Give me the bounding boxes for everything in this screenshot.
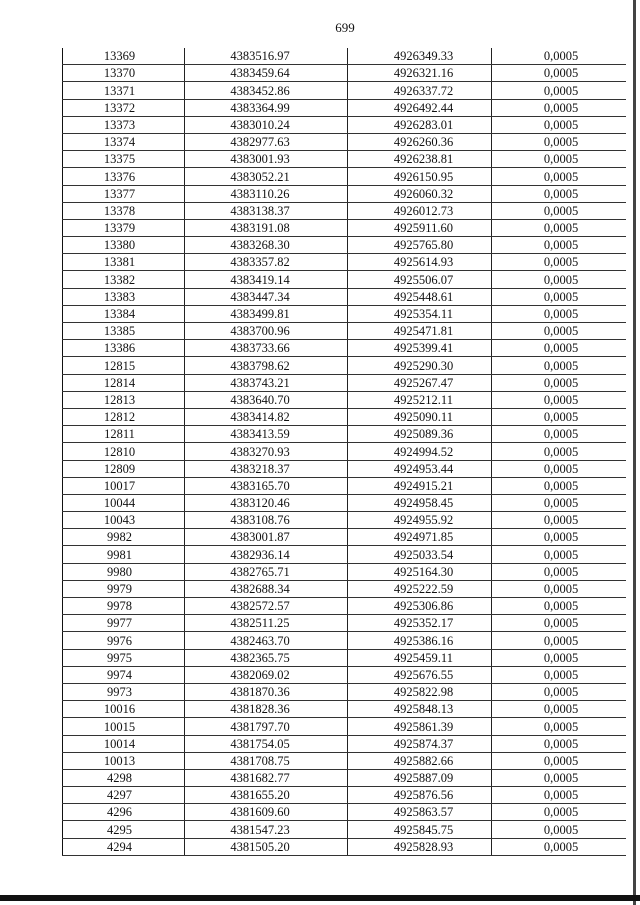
- x-coordinate-cell: 4383364.99: [185, 99, 348, 116]
- y-coordinate-cell: 4925506.07: [348, 271, 492, 288]
- table-row: [63, 718, 627, 735]
- table-row: [63, 752, 627, 769]
- error-value-cell: 0,0005: [492, 666, 627, 683]
- error-value-cell: 0,0005: [492, 546, 627, 563]
- x-coordinate-cell: 4383452.86: [185, 82, 348, 99]
- x-coordinate-cell: 4383165.70: [185, 477, 348, 494]
- x-coordinate-cell: 4383516.97: [185, 48, 348, 65]
- x-coordinate-cell: 4383459.64: [185, 65, 348, 82]
- point-number-cell: 13371: [63, 82, 185, 99]
- point-number-cell: 13385: [63, 323, 185, 340]
- point-number-cell: 10016: [63, 701, 185, 718]
- table-row: [63, 598, 627, 615]
- table-row: [63, 838, 627, 855]
- y-coordinate-cell: 4925861.39: [348, 718, 492, 735]
- table-row: [63, 99, 627, 116]
- x-coordinate-cell: 4381708.75: [185, 752, 348, 769]
- y-coordinate-cell: 4926012.73: [348, 202, 492, 219]
- y-coordinate-cell: 4926337.72: [348, 82, 492, 99]
- x-coordinate-cell: 4383110.26: [185, 185, 348, 202]
- y-coordinate-cell: 4925676.55: [348, 666, 492, 683]
- y-coordinate-cell: 4925882.66: [348, 752, 492, 769]
- table-row: [63, 237, 627, 254]
- x-coordinate-cell: 4383798.62: [185, 357, 348, 374]
- x-coordinate-cell: 4383108.76: [185, 512, 348, 529]
- point-number-cell: 13376: [63, 168, 185, 185]
- table-row: [63, 202, 627, 219]
- table-row: [63, 391, 627, 408]
- table-row: [63, 254, 627, 271]
- x-coordinate-cell: 4383001.87: [185, 529, 348, 546]
- y-coordinate-cell: 4926238.81: [348, 151, 492, 168]
- table-row: [63, 65, 627, 82]
- y-coordinate-cell: 4925828.93: [348, 838, 492, 855]
- error-value-cell: 0,0005: [492, 752, 627, 769]
- y-coordinate-cell: 4925848.13: [348, 701, 492, 718]
- point-number-cell: 13381: [63, 254, 185, 271]
- point-number-cell: 10013: [63, 752, 185, 769]
- y-coordinate-cell: 4926060.32: [348, 185, 492, 202]
- error-value-cell: 0,0005: [492, 563, 627, 580]
- y-coordinate-cell: 4925354.11: [348, 305, 492, 322]
- x-coordinate-cell: 4382936.14: [185, 546, 348, 563]
- x-coordinate-cell: 4381682.77: [185, 769, 348, 786]
- point-number-cell: 12811: [63, 426, 185, 443]
- x-coordinate-cell: 4383419.14: [185, 271, 348, 288]
- x-coordinate-cell: 4383700.96: [185, 323, 348, 340]
- table-row: [63, 494, 627, 511]
- point-number-cell: 13370: [63, 65, 185, 82]
- y-coordinate-cell: 4926492.44: [348, 99, 492, 116]
- scan-edge: [633, 0, 636, 905]
- error-value-cell: 0,0005: [492, 408, 627, 425]
- x-coordinate-cell: 4383733.66: [185, 340, 348, 357]
- table-row: [63, 288, 627, 305]
- y-coordinate-cell: 4925267.47: [348, 374, 492, 391]
- error-value-cell: 0,0005: [492, 391, 627, 408]
- table-row: [63, 615, 627, 632]
- x-coordinate-cell: 4383413.59: [185, 426, 348, 443]
- table-row: [63, 666, 627, 683]
- x-coordinate-cell: 4382688.34: [185, 580, 348, 597]
- table-row: [63, 546, 627, 563]
- error-value-cell: 0,0005: [492, 357, 627, 374]
- table-row: [63, 151, 627, 168]
- error-value-cell: 0,0005: [492, 701, 627, 718]
- x-coordinate-cell: 4383270.93: [185, 443, 348, 460]
- table-row: [63, 580, 627, 597]
- y-coordinate-cell: 4925033.54: [348, 546, 492, 563]
- point-number-cell: 13386: [63, 340, 185, 357]
- point-number-cell: 13379: [63, 219, 185, 236]
- y-coordinate-cell: 4924953.44: [348, 460, 492, 477]
- point-number-cell: 10014: [63, 735, 185, 752]
- y-coordinate-cell: 4925212.11: [348, 391, 492, 408]
- x-coordinate-cell: 4381609.60: [185, 804, 348, 821]
- y-coordinate-cell: 4925822.98: [348, 683, 492, 700]
- page-number: 699: [335, 20, 355, 35]
- coordinates-table: [62, 48, 626, 856]
- table-row: [63, 426, 627, 443]
- point-number-cell: 9981: [63, 546, 185, 563]
- point-number-cell: 13369: [63, 48, 185, 65]
- table-row: [63, 529, 627, 546]
- x-coordinate-cell: 4383120.46: [185, 494, 348, 511]
- error-value-cell: 0,0005: [492, 460, 627, 477]
- error-value-cell: 0,0005: [492, 374, 627, 391]
- x-coordinate-cell: 4381505.20: [185, 838, 348, 855]
- y-coordinate-cell: 4926283.01: [348, 116, 492, 133]
- error-value-cell: 0,0005: [492, 632, 627, 649]
- x-coordinate-cell: 4381797.70: [185, 718, 348, 735]
- error-value-cell: 0,0005: [492, 151, 627, 168]
- x-coordinate-cell: 4383414.82: [185, 408, 348, 425]
- table-row: [63, 408, 627, 425]
- x-coordinate-cell: 4383218.37: [185, 460, 348, 477]
- error-value-cell: 0,0005: [492, 271, 627, 288]
- table-row: [63, 821, 627, 838]
- point-number-cell: 9976: [63, 632, 185, 649]
- point-number-cell: 4294: [63, 838, 185, 855]
- table-row: [63, 512, 627, 529]
- scan-bottom-border: [0, 895, 640, 901]
- point-number-cell: 9973: [63, 683, 185, 700]
- y-coordinate-cell: 4925614.93: [348, 254, 492, 271]
- error-value-cell: 0,0005: [492, 838, 627, 855]
- point-number-cell: 10043: [63, 512, 185, 529]
- error-value-cell: 0,0005: [492, 443, 627, 460]
- error-value-cell: 0,0005: [492, 494, 627, 511]
- error-value-cell: 0,0005: [492, 82, 627, 99]
- y-coordinate-cell: 4924994.52: [348, 443, 492, 460]
- point-number-cell: 9977: [63, 615, 185, 632]
- table-row: [63, 443, 627, 460]
- table-row: [63, 787, 627, 804]
- point-number-cell: 13378: [63, 202, 185, 219]
- y-coordinate-cell: 4925164.30: [348, 563, 492, 580]
- y-coordinate-cell: 4925845.75: [348, 821, 492, 838]
- y-coordinate-cell: 4925876.56: [348, 787, 492, 804]
- error-value-cell: 0,0005: [492, 168, 627, 185]
- y-coordinate-cell: 4925352.17: [348, 615, 492, 632]
- table-row: [63, 82, 627, 99]
- point-number-cell: 4298: [63, 769, 185, 786]
- error-value-cell: 0,0005: [492, 735, 627, 752]
- y-coordinate-cell: 4924955.92: [348, 512, 492, 529]
- error-value-cell: 0,0005: [492, 598, 627, 615]
- point-number-cell: 13380: [63, 237, 185, 254]
- point-number-cell: 4295: [63, 821, 185, 838]
- error-value-cell: 0,0005: [492, 340, 627, 357]
- table-row: [63, 632, 627, 649]
- y-coordinate-cell: 4925911.60: [348, 219, 492, 236]
- point-number-cell: 12812: [63, 408, 185, 425]
- point-number-cell: 4297: [63, 787, 185, 804]
- table-row: [63, 683, 627, 700]
- y-coordinate-cell: 4925459.11: [348, 649, 492, 666]
- point-number-cell: 10044: [63, 494, 185, 511]
- y-coordinate-cell: 4926260.36: [348, 133, 492, 150]
- y-coordinate-cell: 4925222.59: [348, 580, 492, 597]
- error-value-cell: 0,0005: [492, 288, 627, 305]
- table-row: [63, 305, 627, 322]
- x-coordinate-cell: 4383268.30: [185, 237, 348, 254]
- table-row: [63, 649, 627, 666]
- point-number-cell: 9978: [63, 598, 185, 615]
- point-number-cell: 13384: [63, 305, 185, 322]
- x-coordinate-cell: 4381754.05: [185, 735, 348, 752]
- point-number-cell: 13373: [63, 116, 185, 133]
- table-row: [63, 133, 627, 150]
- point-number-cell: 13374: [63, 133, 185, 150]
- point-number-cell: 12809: [63, 460, 185, 477]
- point-number-cell: 13377: [63, 185, 185, 202]
- point-number-cell: 9979: [63, 580, 185, 597]
- x-coordinate-cell: 4383010.24: [185, 116, 348, 133]
- point-number-cell: 9980: [63, 563, 185, 580]
- error-value-cell: 0,0005: [492, 48, 627, 65]
- error-value-cell: 0,0005: [492, 133, 627, 150]
- table-row: [63, 185, 627, 202]
- point-number-cell: 13372: [63, 99, 185, 116]
- table-row: [63, 477, 627, 494]
- x-coordinate-cell: 4383499.81: [185, 305, 348, 322]
- error-value-cell: 0,0005: [492, 821, 627, 838]
- x-coordinate-cell: 4382463.70: [185, 632, 348, 649]
- y-coordinate-cell: 4925874.37: [348, 735, 492, 752]
- point-number-cell: 13382: [63, 271, 185, 288]
- error-value-cell: 0,0005: [492, 202, 627, 219]
- table-row: [63, 735, 627, 752]
- y-coordinate-cell: 4925386.16: [348, 632, 492, 649]
- error-value-cell: 0,0005: [492, 649, 627, 666]
- table-row: [63, 769, 627, 786]
- error-value-cell: 0,0005: [492, 65, 627, 82]
- table-row: [63, 219, 627, 236]
- table-row: [63, 357, 627, 374]
- y-coordinate-cell: 4925863.57: [348, 804, 492, 821]
- point-number-cell: 12810: [63, 443, 185, 460]
- x-coordinate-cell: 4383640.70: [185, 391, 348, 408]
- point-number-cell: 13383: [63, 288, 185, 305]
- table-row: [63, 804, 627, 821]
- table-row: [63, 374, 627, 391]
- error-value-cell: 0,0005: [492, 305, 627, 322]
- x-coordinate-cell: 4382365.75: [185, 649, 348, 666]
- y-coordinate-cell: 4924958.45: [348, 494, 492, 511]
- error-value-cell: 0,0005: [492, 323, 627, 340]
- x-coordinate-cell: 4383743.21: [185, 374, 348, 391]
- x-coordinate-cell: 4383447.34: [185, 288, 348, 305]
- error-value-cell: 0,0005: [492, 512, 627, 529]
- point-number-cell: 9982: [63, 529, 185, 546]
- error-value-cell: 0,0005: [492, 237, 627, 254]
- table-row: [63, 168, 627, 185]
- point-number-cell: 12813: [63, 391, 185, 408]
- x-coordinate-cell: 4382977.63: [185, 133, 348, 150]
- table-row: [63, 460, 627, 477]
- x-coordinate-cell: 4383138.37: [185, 202, 348, 219]
- x-coordinate-cell: 4381547.23: [185, 821, 348, 838]
- y-coordinate-cell: 4925290.30: [348, 357, 492, 374]
- point-number-cell: 4296: [63, 804, 185, 821]
- table-row: [63, 323, 627, 340]
- error-value-cell: 0,0005: [492, 683, 627, 700]
- error-value-cell: 0,0005: [492, 185, 627, 202]
- error-value-cell: 0,0005: [492, 718, 627, 735]
- y-coordinate-cell: 4925471.81: [348, 323, 492, 340]
- table-row: [63, 271, 627, 288]
- x-coordinate-cell: 4382572.57: [185, 598, 348, 615]
- point-number-cell: 10015: [63, 718, 185, 735]
- error-value-cell: 0,0005: [492, 477, 627, 494]
- y-coordinate-cell: 4925448.61: [348, 288, 492, 305]
- y-coordinate-cell: 4925887.09: [348, 769, 492, 786]
- y-coordinate-cell: 4926150.95: [348, 168, 492, 185]
- error-value-cell: 0,0005: [492, 769, 627, 786]
- y-coordinate-cell: 4926349.33: [348, 48, 492, 65]
- y-coordinate-cell: 4924915.21: [348, 477, 492, 494]
- point-number-cell: 12815: [63, 357, 185, 374]
- x-coordinate-cell: 4383357.82: [185, 254, 348, 271]
- table-row: [63, 116, 627, 133]
- x-coordinate-cell: 4381870.36: [185, 683, 348, 700]
- x-coordinate-cell: 4383001.93: [185, 151, 348, 168]
- y-coordinate-cell: 4925765.80: [348, 237, 492, 254]
- point-number-cell: 12814: [63, 374, 185, 391]
- error-value-cell: 0,0005: [492, 804, 627, 821]
- x-coordinate-cell: 4382511.25: [185, 615, 348, 632]
- x-coordinate-cell: 4383052.21: [185, 168, 348, 185]
- point-number-cell: 10017: [63, 477, 185, 494]
- table-row: [63, 563, 627, 580]
- y-coordinate-cell: 4925306.86: [348, 598, 492, 615]
- error-value-cell: 0,0005: [492, 426, 627, 443]
- point-number-cell: 13375: [63, 151, 185, 168]
- y-coordinate-cell: 4924971.85: [348, 529, 492, 546]
- error-value-cell: 0,0005: [492, 99, 627, 116]
- x-coordinate-cell: 4382069.02: [185, 666, 348, 683]
- error-value-cell: 0,0005: [492, 219, 627, 236]
- point-number-cell: 9974: [63, 666, 185, 683]
- point-number-cell: 9975: [63, 649, 185, 666]
- error-value-cell: 0,0005: [492, 615, 627, 632]
- y-coordinate-cell: 4926321.16: [348, 65, 492, 82]
- x-coordinate-cell: 4382765.71: [185, 563, 348, 580]
- error-value-cell: 0,0005: [492, 254, 627, 271]
- error-value-cell: 0,0005: [492, 529, 627, 546]
- error-value-cell: 0,0005: [492, 116, 627, 133]
- x-coordinate-cell: 4383191.08: [185, 219, 348, 236]
- table-row: [63, 48, 627, 65]
- x-coordinate-cell: 4381655.20: [185, 787, 348, 804]
- table-row: [63, 701, 627, 718]
- y-coordinate-cell: 4925090.11: [348, 408, 492, 425]
- table-row: [63, 340, 627, 357]
- error-value-cell: 0,0005: [492, 580, 627, 597]
- y-coordinate-cell: 4925089.36: [348, 426, 492, 443]
- y-coordinate-cell: 4925399.41: [348, 340, 492, 357]
- error-value-cell: 0,0005: [492, 787, 627, 804]
- x-coordinate-cell: 4381828.36: [185, 701, 348, 718]
